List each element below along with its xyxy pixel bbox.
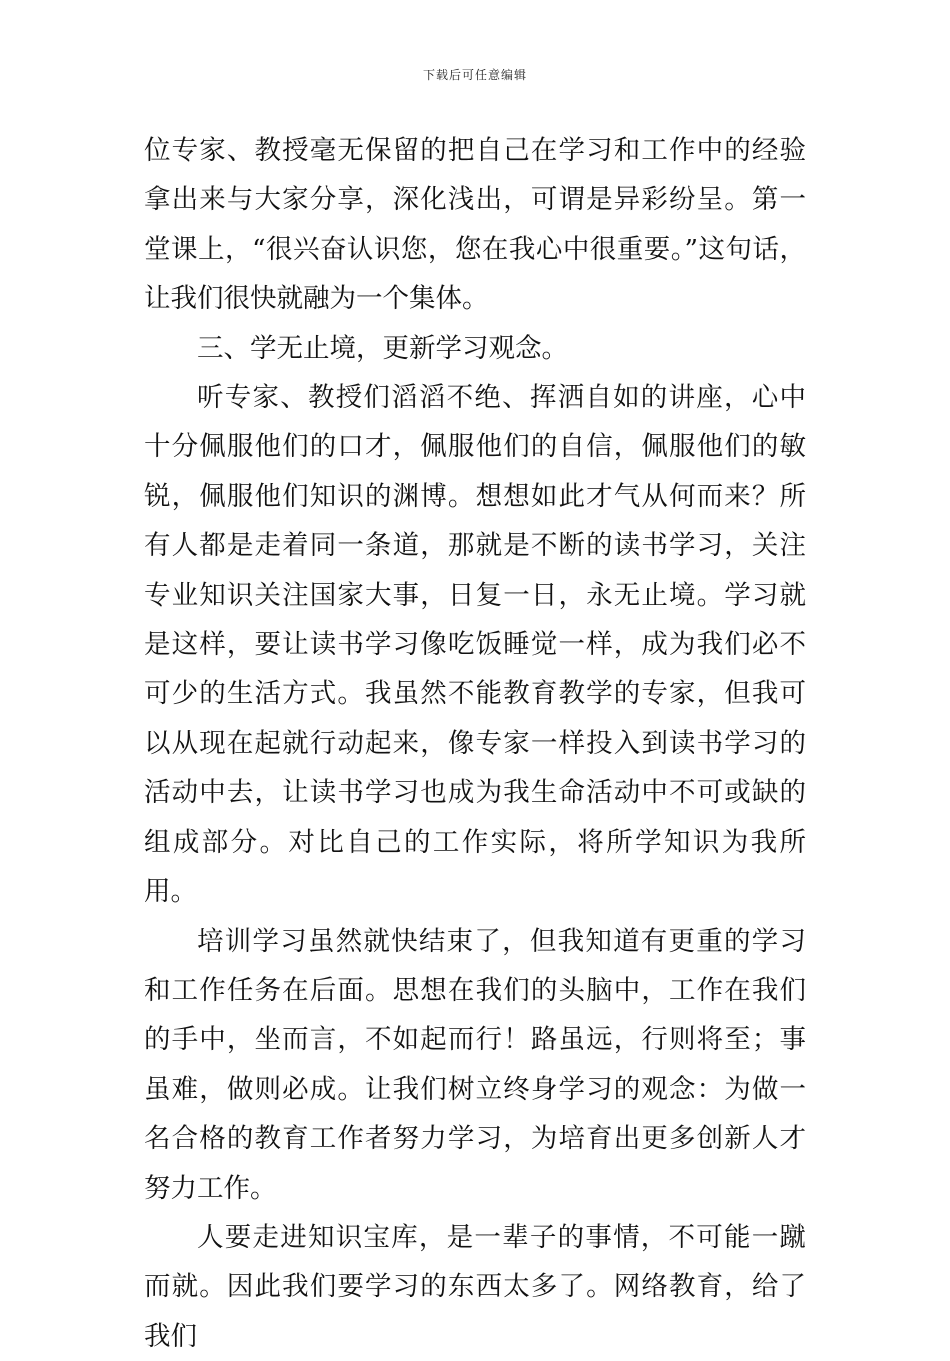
- section-heading-three: 三、学无止境，更新学习观念。: [197, 332, 568, 364]
- paragraph-training-end: 培训学习虽然就快结束了，但我知道有更重的学习和工作任务在后面。思想在我们的头脑中，工作在我们的手中，坐而言，不如起而行！路虽远，行则将至；事虽难，做则必成。让我们树立终身学习的观念：为做一名合格的教育工作者努力学习，为培育出更多创新人才努力工作。: [144, 925, 806, 1204]
- page-header: 下载后可任意编辑: [422, 68, 527, 82]
- document-body: [144, 126, 806, 1361]
- paragraph-knowledge: 人要走进知识宝库，是一辈子的事情，不可能一蹴而就。因此我们要学习的东西太多了。网络教育，给了我们: [144, 1221, 806, 1352]
- paragraph-lectures: 听专家、教授们滔滔不绝、挥洒自如的讲座，心中十分佩服他们的口才，佩服他们的自信，佩服他们的敏锐，佩服他们知识的渊博。想想如此才气从何而来？所有人都是走着同一条道，那就是不断的读书学习，关注专业知识关注国家大事，日复一日，永无止境。学习就是这样，要让读书学习像吃饭睡觉一样，成为我们必不可少的生活方式。我虽然不能教育教学的专家，但我可以从现在起就行动起来，像专家一样投入到读书学习的活动中去，让读书学习也成为我生命活动中不可或缺的组成部分。对比自己的工作实际，将所学知识为我所用。: [144, 382, 806, 908]
- paragraph-intro-continued: 位专家、教授毫无保留的把自己在学习和工作中的经验拿出来与大家分享，深化浅出，可谓是异彩纷呈。第一堂课上，“很兴奋认识您，您在我心中很重要。”这句话，让我们很快就融为一个集体。: [144, 135, 806, 315]
